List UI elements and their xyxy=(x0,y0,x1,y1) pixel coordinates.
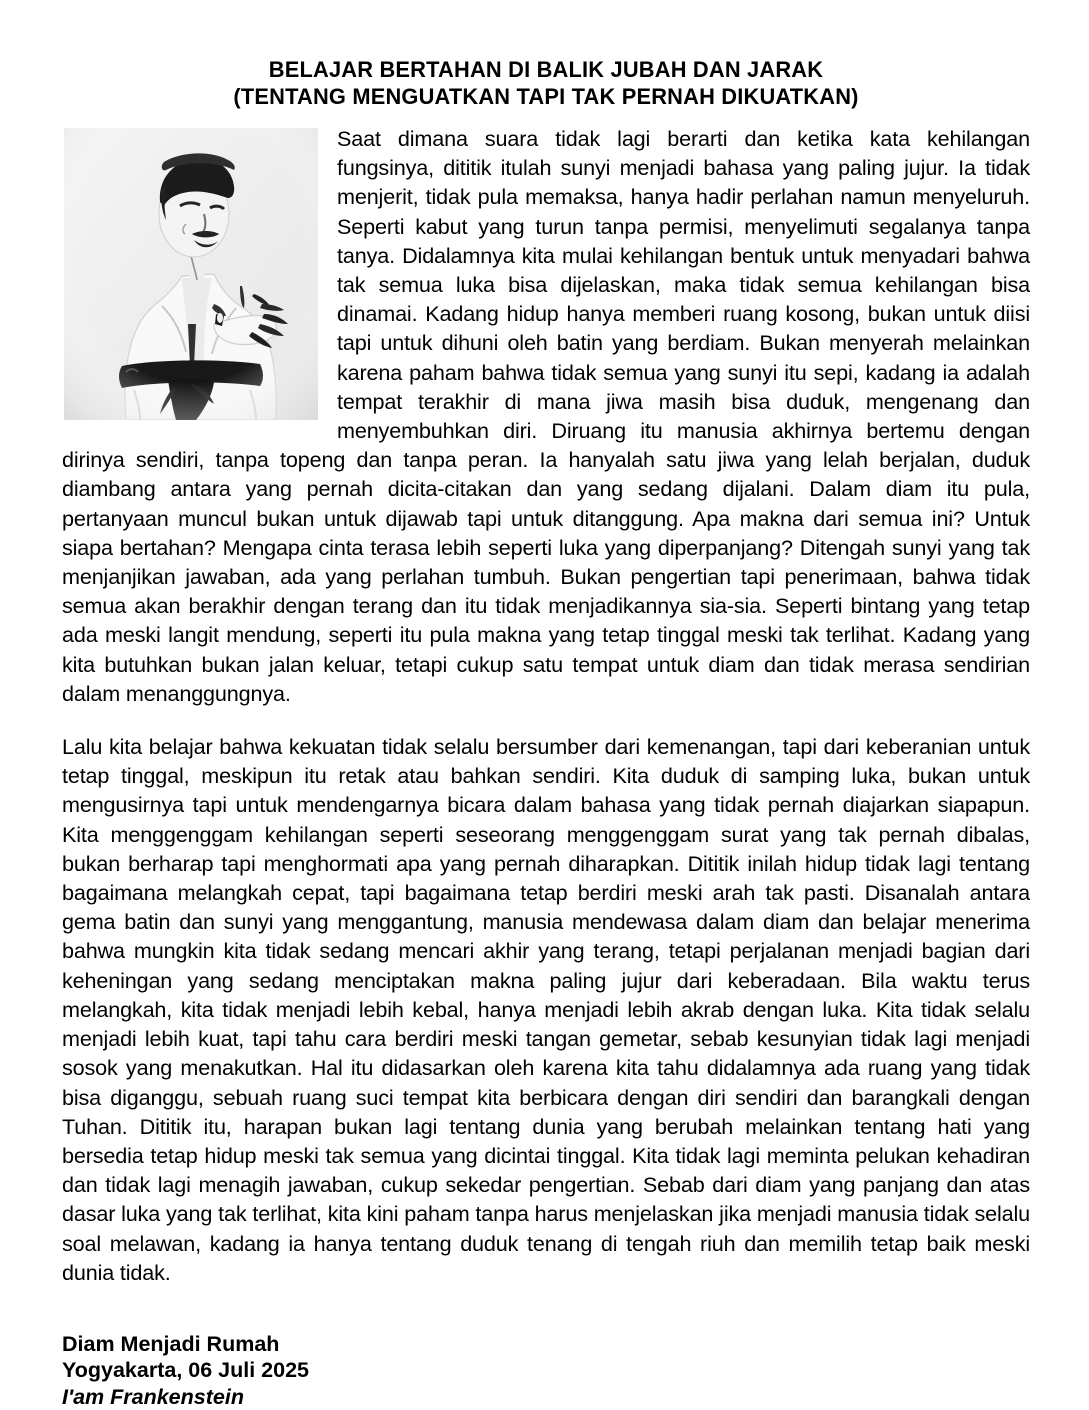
signature-closing: Diam Menjadi Rumah xyxy=(62,1331,280,1356)
paragraph-2: Lalu kita belajar bahwa kekuatan tidak selalu bersumber dari kemenangan, tapi dari keberanian untuk tetap tinggal, meskipun itu retak atau bahkan sendiri. Kita duduk di samping luka, bukan untuk mengusirnya tapi untuk mendengarnya bicara dalam bahasa yang tidak pernah diajarkan siapapun. Kita menggenggam kehilangan seperti seseorang menggenggam surat yang tak pernah dibalas, bukan berharap tapi menghormati apa yang pernah diharapkan. Dititik inilah hidup tidak lagi tentang bagaimana melangkah cepat, tapi bagaimana tetap berdiri meski arah tak pasti. Disanalah antara gema batin dan sunyi yang menggantung, manusia mendewasa dalam diam dan belajar menerima bahwa mungkin kita tidak sedang mencari akhir yang terang, tetapi perjalanan menjadi bagian dari keheningan yang sedang menciptakan makna paling jujur dari keberadaan. Bila waktu terus melangkah, kita tidak menjadi lebih kebal, hanya menjadi lebih akrab dengan luka. Kita tidak selalu menjadi lebih kuat, tapi tahu cara berdiri meski tangan gemetar, sebab kesunyian tidak lagi menjadi sosok yang menakutkan. Hal itu didasarkan oleh karena kita tahu didalamnya ada ruang yang tidak bisa diganggu, sebuah ruang suci tempat kita berbicara dengan diri sendiri dan barangkali dengan Tuhan. Dititik itu, harapan bukan lagi tentang dunia yang berubah melainkan tentang hati yang bersedia tetap hidup meski tak semua yang dicintai tinggal. Kita tidak lagi meminta pelukan kehadiran dan tidak lagi menagih jawaban, cukup sekedar pengertian. Sebab dari diam yang panjang dan atas dasar luka yang tak terlihat, kita kini paham tanpa harus menjelaskan jika menjadi manusia tidak selalu soal melawan, kadang ia hanya tentang duduk tenang di tengah riuh dan memilih tetap baik meski dunia tidak. xyxy=(62,734,1030,1285)
document-body xyxy=(62,124,1030,1287)
signature-place-date: Yogyakarta, 06 Juli 2025 xyxy=(62,1358,309,1383)
title-line-2: (TENTANG MENGUATKAN TAPI TAK PERNAH DIKUATKAN) xyxy=(233,84,859,109)
martial-arts-portrait-photo xyxy=(64,128,318,420)
signature-block xyxy=(62,1331,1030,1410)
document-title xyxy=(62,56,1030,110)
title-line-1: BELAJAR BERTAHAN DI BALIK JUBAH DAN JARAK xyxy=(268,57,824,82)
signature-alias: I'am Frankenstein xyxy=(62,1384,244,1409)
paragraph-1: Saat dimana suara tidak lagi berarti dan ketika kata kehilangan fungsinya, dititik itulah sunyi menjadi bahasa yang paling jujur. Ia tidak menjerit, tidak pula memaksa, hanya hadir perlahan namun menyeluruh. Seperti kabut yang turun tanpa permisi, menyelimuti segalanya tanpa tanya. Didalamnya kita mulai kehilangan bentuk untuk menyadari bahwa tak semua luka bisa dijelaskan, maka tidak semua kehilangan bisa dinamai. Kadang hidup hanya memberi ruang kosong, bukan untuk diisi tapi untuk dihuni oleh batin yang berdiam. Bukan menyerah melainkan karena paham bahwa tidak semua yang sunyi itu sepi, kadang ia adalah tempat terakhir di mana jiwa masih bisa duduk, mengenang dan menyembuhkan diri. Diruang itu manusia akhirnya bertemu dengan dirinya sendiri, tanpa topeng dan tanpa peran. Ia hanyalah satu jiwa yang lelah berjalan, duduk diambang antara yang pernah dicita-citakan dan yang sedang dijalani. Dalam diam itu pula, pertanyaan muncul bukan untuk dijawab tapi untuk ditanggung. Apa makna dari semua ini? Untuk siapa bertahan? Mengapa cinta terasa lebih seperti luka yang diperpanjang? Ditengah sunyi yang tak menjanjikan jawaban, ada yang perlahan tumbuh. Bukan pengertian tapi penerimaan, bahwa tidak semua akan berakhir dengan terang dan itu tidak menjadikannya sia-sia. Seperti bintang yang tetap ada meski langit mendung, seperti itu pula makna yang tetap tinggal meski tak terlihat. Kadang yang kita butuhkan bukan jalan keluar, tetapi cukup satu tempat untuk diam dan tidak merasa sendirian dalam menanggungnya. xyxy=(62,126,1030,706)
